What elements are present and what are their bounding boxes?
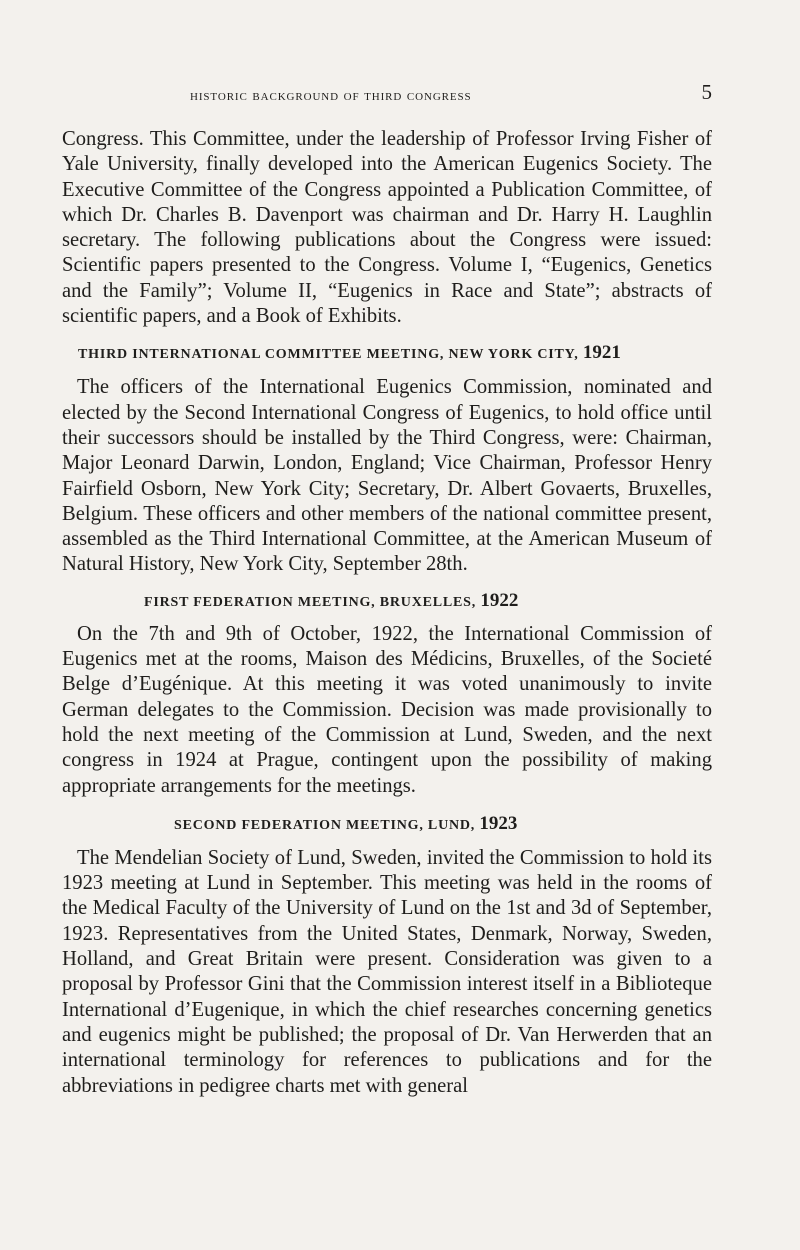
- paragraph-bruxelles-meeting: On the 7th and 9th of October, 1922, the International Commission of Eugenics met at the rooms, Maison des Médicins, Bruxelles, of the Societé Belge d’Eugénique. At this meeting it was voted unanimously to invite German delegates to the Commission. Decision was made provisionally to hold the next meeting of the Commission at Lund, Sweden, and the next congress in 1924 at Prague, contingent upon the possibility of making appropriate arrangements for the meetings.: [62, 622, 712, 797]
- book-page: [62, 78, 712, 1218]
- heading-year: 1921: [582, 342, 621, 364]
- paragraph-continuation: Congress. This Committee, under the leadership of Professor Irving Fisher of Yale University, finally developed into the American Eugenics Society. The Executive Committee of the Congress appointed a Publication Committee, of which Dr. Charles B. Davenport was chairman and Dr. Harry H. Laughlin secretary. The following publications about the Congress were issued: Scientific papers presented to the Congress. Volume I, “Eugenics, Genetics and the Family”; Volume II, “Eugenics in Race and State”; abstracts of scientific papers, and a Book of Exhibits.: [62, 128, 712, 328]
- heading-text: THIRD INTERNATIONAL COMMITTEE MEETING, NEW YORK CITY,: [78, 347, 583, 363]
- paragraph-lund-meeting: The Mendelian Society of Lund, Sweden, invited the Commission to hold its 1923 meeting at Lund in September. This meeting was held in the rooms of the Medical Faculty of the University of Lund on the 1st and 3d of September, 1923. Representatives from the United States, Denmark, Norway, Sweden, Holland, and Great Britain were present. Consideration was given to a proposal by Professor Gini that the Commission interest itself in a Biblioteque International d’Eugenique, in which the chief researches concerning genetics and eugenics might be published; the proposal of Dr. Van Herwerden that an international terminology for references to publications and for the abbreviations in pedigree charts met with general: [62, 846, 712, 1097]
- heading-year: 1923: [479, 812, 518, 834]
- running-header: [62, 78, 712, 110]
- section-heading-lund-1923: [62, 813, 712, 837]
- paragraph-officers: The officers of the International Eugenics Commission, nominated and elected by the Second International Congress of Eugenics, to hold office until their successors should be installed by the Third Congress, were: Chairman, Major Leonard Darwin, London, England; Vice Chairman, Professor Henry Fairfield Osborn, New York City; Secretary, Dr. Albert Govaerts, Bruxelles, Belgium. These officers and other members of the national committee present, assembled as the Third International Committee, at the American Museum of Natural History, New York City, September 28th.: [62, 376, 712, 576]
- heading-year: 1922: [480, 589, 519, 611]
- running-title: historic background of third congress: [190, 88, 472, 104]
- heading-text: SECOND FEDERATION MEETING, LUND,: [174, 817, 480, 833]
- section-heading-bruxelles-1922: [62, 590, 712, 614]
- section-heading-new-york-1921: [62, 342, 712, 366]
- heading-text: FIRST FEDERATION MEETING, BRUXELLES,: [144, 594, 481, 610]
- page-number: 5: [701, 80, 712, 104]
